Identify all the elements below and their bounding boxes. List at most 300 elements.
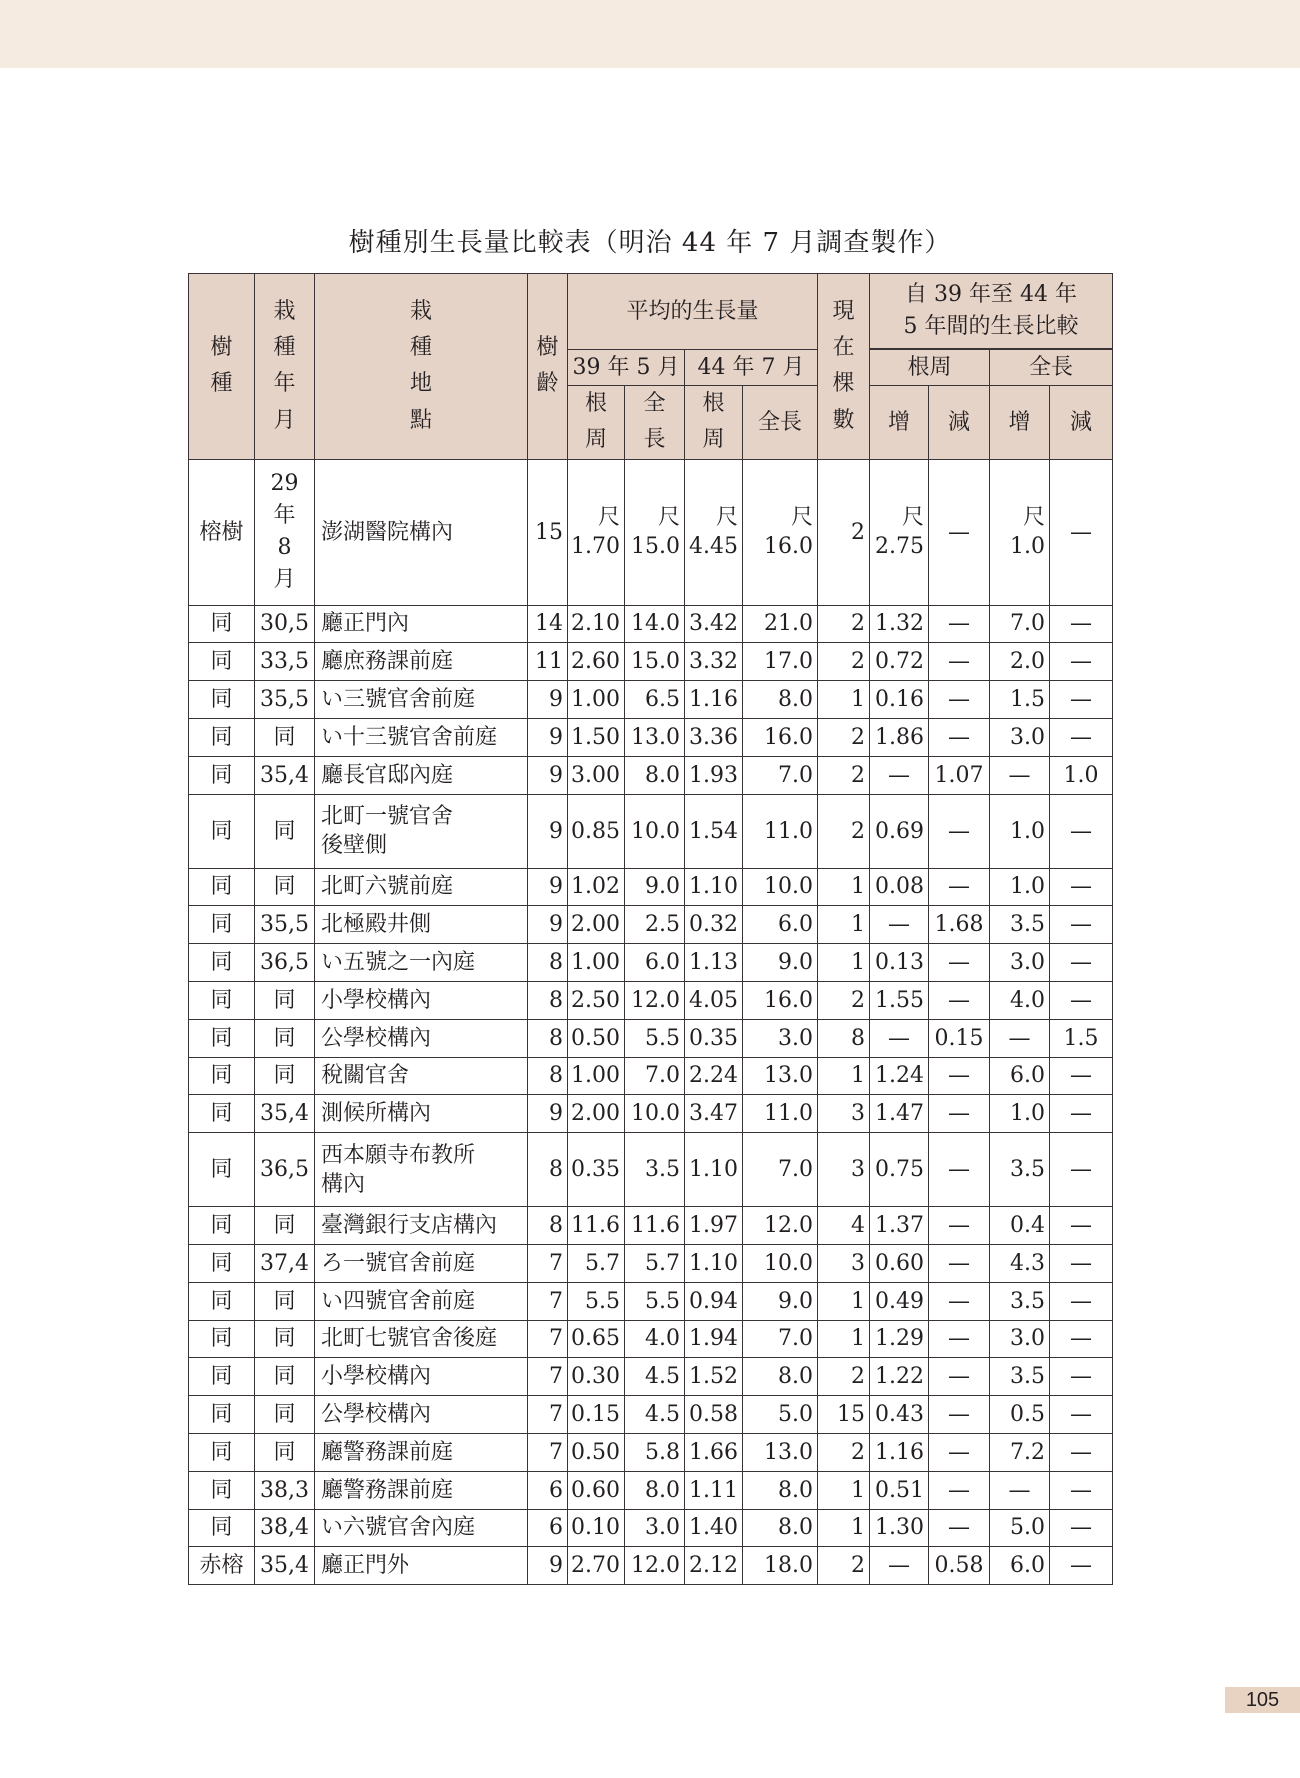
cell-count: 2 [818,1433,870,1471]
cell-girth-decrease: — [929,944,990,982]
cell-girth-44: 3.36 [685,718,743,756]
cell-plant-date: 35,5 [255,906,315,944]
cell-girth-increase: — [870,1019,929,1057]
cell-location: 北町六號前庭 [315,868,528,906]
cell-girth-44: 1.16 [685,681,743,719]
header-comparison: 自 39 年至 44 年 5 年間的生長比較 [870,274,1113,349]
cell-girth-increase: 1.30 [870,1509,929,1547]
top-header-band [0,0,1300,68]
header-length-decrease: 減 [1050,386,1113,460]
cell-location: 測候所構內 [315,1095,528,1133]
cell-count: 1 [818,1471,870,1509]
cell-length-decrease: — [1050,1358,1113,1396]
cell-girth-44: 1.10 [685,1133,743,1207]
cell-length-decrease: — [1050,981,1113,1019]
cell-girth-39: 0.60 [568,1471,625,1509]
cell-age: 8 [528,1057,568,1095]
cell-girth-39: 5.5 [568,1282,625,1320]
cell-length-44: 8.0 [743,681,818,719]
cell-girth-decrease: — [929,1509,990,1547]
header-cmp-length: 全長 [990,350,1113,386]
table-row [189,1509,1113,1547]
cell-species: 同 [189,1133,255,1207]
cell-girth-39: 3.00 [568,756,625,794]
cell-length-increase: 3.0 [990,944,1050,982]
cell-species: 同 [189,681,255,719]
cell-length-decrease: — [1050,1095,1113,1133]
cell-girth-39: 尺 1.70 [568,459,625,605]
cell-age: 9 [528,1547,568,1585]
cell-age: 6 [528,1471,568,1509]
cell-length-increase: 0.4 [990,1207,1050,1245]
table-row [189,1095,1113,1133]
cell-length-39: 尺 15.0 [625,459,685,605]
cell-length-decrease: — [1050,1320,1113,1358]
cell-length-decrease: — [1050,681,1113,719]
cell-girth-44: 3.42 [685,605,743,643]
cell-count: 2 [818,718,870,756]
cell-age: 9 [528,868,568,906]
header-avg-growth: 平均的生長量 [568,274,818,350]
cell-plant-date: 38,3 [255,1471,315,1509]
cell-length-44: 尺 16.0 [743,459,818,605]
cell-length-increase: 6.0 [990,1547,1050,1585]
cell-plant-date: 35,4 [255,1547,315,1585]
cell-girth-increase: 0.72 [870,643,929,681]
cell-species: 同 [189,605,255,643]
cell-location: 公學校構內 [315,1019,528,1057]
cell-girth-decrease: — [929,794,990,868]
cell-girth-44: 1.94 [685,1320,743,1358]
header-length-increase: 增 [990,386,1050,460]
cell-species: 同 [189,1433,255,1471]
cell-count: 2 [818,794,870,868]
cell-age: 15 [528,459,568,605]
cell-species: 同 [189,1019,255,1057]
header-count: 現在棵數 [818,274,870,460]
cell-length-44: 12.0 [743,1207,818,1245]
cell-girth-44: 4.05 [685,981,743,1019]
cell-length-increase: 1.5 [990,681,1050,719]
cell-location: い四號官舍前庭 [315,1282,528,1320]
cell-location: 小學校構內 [315,981,528,1019]
cell-girth-increase: — [870,756,929,794]
cell-length-44: 13.0 [743,1057,818,1095]
cell-length-increase: 3.5 [990,1133,1050,1207]
cell-count: 2 [818,1547,870,1585]
cell-length-increase: 3.5 [990,906,1050,944]
cell-count: 2 [818,605,870,643]
cell-species: 同 [189,1057,255,1095]
cell-girth-decrease: 0.58 [929,1547,990,1585]
cell-girth-44: 1.11 [685,1471,743,1509]
cell-girth-decrease: 1.68 [929,906,990,944]
table-row [189,1282,1113,1320]
cell-count: 2 [818,643,870,681]
cell-plant-date: 36,5 [255,1133,315,1207]
cell-length-decrease: — [1050,459,1113,605]
cell-plant-date: 同 [255,981,315,1019]
cell-plant-date: 同 [255,868,315,906]
cell-length-increase: 2.0 [990,643,1050,681]
cell-length-44: 10.0 [743,868,818,906]
cell-age: 9 [528,681,568,719]
cell-girth-39: 2.60 [568,643,625,681]
cell-girth-39: 0.15 [568,1396,625,1434]
cell-plant-date: 同 [255,1358,315,1396]
cell-location: ろ一號官舍前庭 [315,1244,528,1282]
cell-girth-44: 1.97 [685,1207,743,1245]
cell-age: 9 [528,1095,568,1133]
cell-species: 同 [189,718,255,756]
table-row [189,1320,1113,1358]
table-row [189,1358,1113,1396]
cell-length-increase: 0.5 [990,1396,1050,1434]
cell-girth-decrease: — [929,1244,990,1282]
cell-girth-decrease: — [929,1358,990,1396]
table-row [189,1396,1113,1434]
cell-location: 北町七號官舍後庭 [315,1320,528,1358]
cell-girth-decrease: — [929,1095,990,1133]
cell-length-increase: 1.0 [990,794,1050,868]
cell-location: い三號官舍前庭 [315,681,528,719]
table-header [189,274,1113,460]
cell-girth-39: 0.10 [568,1509,625,1547]
header-girth-decrease: 減 [929,386,990,460]
cell-length-39: 8.0 [625,1471,685,1509]
cell-girth-44: 0.94 [685,1282,743,1320]
header-age: 樹齡 [528,274,568,460]
table-row [189,1133,1113,1207]
cell-species: 同 [189,1320,255,1358]
cell-age: 8 [528,1019,568,1057]
header-plant-date: 栽種年月 [255,274,315,460]
cell-count: 1 [818,1320,870,1358]
cell-length-44: 9.0 [743,944,818,982]
table-row [189,944,1113,982]
cell-girth-39: 2.70 [568,1547,625,1585]
cell-length-39: 6.0 [625,944,685,982]
cell-location: 廳長官邸內庭 [315,756,528,794]
table-row [189,906,1113,944]
cell-length-increase: 5.0 [990,1509,1050,1547]
cell-girth-decrease: — [929,1433,990,1471]
table-row [189,605,1113,643]
header-girth-increase: 增 [870,386,929,460]
cell-girth-decrease: — [929,1282,990,1320]
cell-count: 1 [818,868,870,906]
cell-girth-decrease: — [929,605,990,643]
cell-age: 8 [528,944,568,982]
cell-location: 廳正門外 [315,1547,528,1585]
cell-girth-44: 2.12 [685,1547,743,1585]
cell-location: い十三號官舍前庭 [315,718,528,756]
cell-species: 同 [189,944,255,982]
cell-plant-date: 30,5 [255,605,315,643]
cell-length-decrease: — [1050,1057,1113,1095]
cell-length-decrease: — [1050,868,1113,906]
cell-girth-increase: 1.29 [870,1320,929,1358]
table-row [189,1471,1113,1509]
cell-length-44: 13.0 [743,1433,818,1471]
cell-length-39: 12.0 [625,981,685,1019]
table-row [189,981,1113,1019]
cell-girth-decrease: — [929,868,990,906]
cell-location: 西本願寺布教所 構內 [315,1133,528,1207]
cell-girth-44: 3.47 [685,1095,743,1133]
cell-length-44: 11.0 [743,794,818,868]
cell-length-44: 7.0 [743,1320,818,1358]
cell-girth-increase: 0.13 [870,944,929,982]
cell-count: 8 [818,1019,870,1057]
cell-species: 榕樹 [189,459,255,605]
table-row [189,1019,1113,1057]
cell-length-decrease: — [1050,1282,1113,1320]
cell-length-44: 8.0 [743,1509,818,1547]
table-title: 樹種別生長量比較表（明治 44 年 7 月調查製作） [348,228,952,258]
cell-girth-39: 1.02 [568,868,625,906]
cell-plant-date: 同 [255,1057,315,1095]
cell-length-decrease: 1.0 [1050,756,1113,794]
cell-girth-decrease: — [929,1396,990,1434]
cell-girth-39: 5.7 [568,1244,625,1282]
cell-girth-increase: — [870,906,929,944]
cell-age: 14 [528,605,568,643]
cell-location: 小學校構內 [315,1358,528,1396]
cell-girth-44: 0.58 [685,1396,743,1434]
cell-girth-44: 1.54 [685,794,743,868]
cell-species: 同 [189,906,255,944]
header-length-39: 全長 [625,386,685,460]
cell-count: 3 [818,1133,870,1207]
cell-length-39: 3.5 [625,1133,685,1207]
cell-age: 9 [528,756,568,794]
cell-length-decrease: — [1050,1471,1113,1509]
cell-count: 4 [818,1207,870,1245]
cell-length-increase: 1.0 [990,868,1050,906]
cell-age: 9 [528,906,568,944]
cell-girth-39: 0.50 [568,1433,625,1471]
cell-length-39: 4.0 [625,1320,685,1358]
cell-length-increase: 3.5 [990,1358,1050,1396]
cell-age: 9 [528,794,568,868]
cell-length-decrease: — [1050,944,1113,982]
table-row [189,1207,1113,1245]
cell-girth-increase: — [870,1547,929,1585]
cell-girth-decrease: — [929,1320,990,1358]
cell-girth-decrease: — [929,1471,990,1509]
cell-plant-date: 同 [255,1207,315,1245]
table-row [189,1547,1113,1585]
cell-length-decrease: — [1050,1433,1113,1471]
cell-location: 廳警務課前庭 [315,1433,528,1471]
cell-length-increase: — [990,1019,1050,1057]
cell-plant-date: 38,4 [255,1509,315,1547]
cell-length-39: 8.0 [625,756,685,794]
cell-girth-39: 0.30 [568,1358,625,1396]
table-row [189,1433,1113,1471]
cell-species: 同 [189,1358,255,1396]
header-girth-39: 根周 [568,386,625,460]
cell-age: 6 [528,1509,568,1547]
cell-count: 2 [818,1358,870,1396]
cell-plant-date: 同 [255,794,315,868]
cell-girth-39: 0.65 [568,1320,625,1358]
cell-plant-date: 同 [255,718,315,756]
cell-count: 3 [818,1244,870,1282]
cell-length-44: 16.0 [743,718,818,756]
header-period-44: 44 年 7 月 [685,350,818,386]
cell-girth-increase: 1.16 [870,1433,929,1471]
cell-length-39: 15.0 [625,643,685,681]
cell-length-39: 4.5 [625,1358,685,1396]
cell-species: 同 [189,756,255,794]
cell-count: 2 [818,981,870,1019]
cell-length-39: 5.8 [625,1433,685,1471]
cell-girth-39: 2.50 [568,981,625,1019]
cell-girth-44: 2.24 [685,1057,743,1095]
cell-age: 7 [528,1433,568,1471]
cell-plant-date: 35,5 [255,681,315,719]
cell-length-increase: 3.5 [990,1282,1050,1320]
cell-plant-date: 同 [255,1282,315,1320]
cell-girth-39: 2.10 [568,605,625,643]
cell-girth-44: 1.13 [685,944,743,982]
cell-age: 7 [528,1282,568,1320]
cell-girth-increase: 0.49 [870,1282,929,1320]
cell-plant-date: 同 [255,1019,315,1057]
cell-length-decrease: — [1050,1547,1113,1585]
cell-girth-decrease: — [929,981,990,1019]
cell-plant-date: 35,4 [255,1095,315,1133]
cell-girth-increase: 1.37 [870,1207,929,1245]
table-row [189,1057,1113,1095]
header-location: 栽種地點 [315,274,528,460]
cell-girth-39: 1.00 [568,944,625,982]
cell-species: 同 [189,1095,255,1133]
cell-location: 澎湖醫院構內 [315,459,528,605]
cell-length-increase: 4.0 [990,981,1050,1019]
table-row [189,681,1113,719]
header-cmp-girth: 根周 [870,350,990,386]
cell-girth-decrease: — [929,1057,990,1095]
cell-length-increase: 7.2 [990,1433,1050,1471]
cell-species: 同 [189,1509,255,1547]
page-number: 105 [1225,1687,1300,1713]
cell-species: 同 [189,794,255,868]
cell-girth-increase: 尺 2.75 [870,459,929,605]
cell-count: 1 [818,1509,870,1547]
cell-age: 7 [528,1244,568,1282]
cell-girth-44: 尺 4.45 [685,459,743,605]
cell-girth-44: 1.10 [685,868,743,906]
cell-location: 臺灣銀行支店構內 [315,1207,528,1245]
cell-girth-39: 2.00 [568,1095,625,1133]
cell-girth-increase: 1.24 [870,1057,929,1095]
cell-girth-decrease: 1.07 [929,756,990,794]
table-body [189,459,1113,1585]
cell-length-decrease: — [1050,906,1113,944]
table-row [189,643,1113,681]
cell-count: 1 [818,681,870,719]
cell-count: 15 [818,1396,870,1434]
cell-girth-decrease: 0.15 [929,1019,990,1057]
cell-species: 同 [189,868,255,906]
cell-girth-44: 3.32 [685,643,743,681]
cell-girth-decrease: — [929,718,990,756]
cell-age: 11 [528,643,568,681]
cell-girth-44: 1.93 [685,756,743,794]
cell-count: 2 [818,459,870,605]
cell-length-44: 10.0 [743,1244,818,1282]
cell-length-decrease: — [1050,1509,1113,1547]
cell-length-44: 17.0 [743,643,818,681]
cell-girth-44: 1.52 [685,1358,743,1396]
cell-girth-39: 0.85 [568,794,625,868]
cell-girth-39: 0.50 [568,1019,625,1057]
header-species: 樹種 [189,274,255,460]
cell-plant-date: 37,4 [255,1244,315,1282]
cell-length-39: 5.5 [625,1282,685,1320]
cell-girth-decrease: — [929,1207,990,1245]
cell-length-increase: 3.0 [990,718,1050,756]
cell-length-decrease: — [1050,1133,1113,1207]
cell-length-increase: 7.0 [990,605,1050,643]
cell-length-39: 12.0 [625,1547,685,1585]
cell-age: 7 [528,1358,568,1396]
cell-location: 廳警務課前庭 [315,1471,528,1509]
cell-girth-44: 0.32 [685,906,743,944]
cell-length-39: 11.6 [625,1207,685,1245]
cell-age: 7 [528,1396,568,1434]
cell-age: 8 [528,1207,568,1245]
cell-length-increase: 1.0 [990,1095,1050,1133]
cell-length-39: 9.0 [625,868,685,906]
cell-length-decrease: — [1050,718,1113,756]
cell-count: 1 [818,1282,870,1320]
cell-length-39: 13.0 [625,718,685,756]
table-row [189,1244,1113,1282]
header-length-44: 全長 [743,386,818,460]
cell-species: 赤榕 [189,1547,255,1585]
table-row [189,459,1113,605]
header-period-39: 39 年 5 月 [568,350,685,386]
table-row [189,718,1113,756]
cell-location: 北町一號官舍 後壁側 [315,794,528,868]
cell-location: 廳庶務課前庭 [315,643,528,681]
cell-plant-date: 同 [255,1320,315,1358]
cell-girth-44: 1.66 [685,1433,743,1471]
cell-species: 同 [189,981,255,1019]
cell-length-increase: 3.0 [990,1320,1050,1358]
cell-girth-39: 0.35 [568,1133,625,1207]
cell-age: 8 [528,981,568,1019]
cell-count: 3 [818,1095,870,1133]
cell-length-44: 18.0 [743,1547,818,1585]
cell-girth-decrease: — [929,459,990,605]
cell-length-44: 7.0 [743,1133,818,1207]
cell-girth-44: 1.40 [685,1509,743,1547]
cell-length-44: 5.0 [743,1396,818,1434]
cell-length-increase: 6.0 [990,1057,1050,1095]
cell-length-44: 21.0 [743,605,818,643]
cell-length-decrease: — [1050,605,1113,643]
cell-length-39: 5.7 [625,1244,685,1282]
cell-location: い六號官舍內庭 [315,1509,528,1547]
cell-location: 廳正門內 [315,605,528,643]
cell-length-44: 3.0 [743,1019,818,1057]
cell-length-decrease: — [1050,1396,1113,1434]
